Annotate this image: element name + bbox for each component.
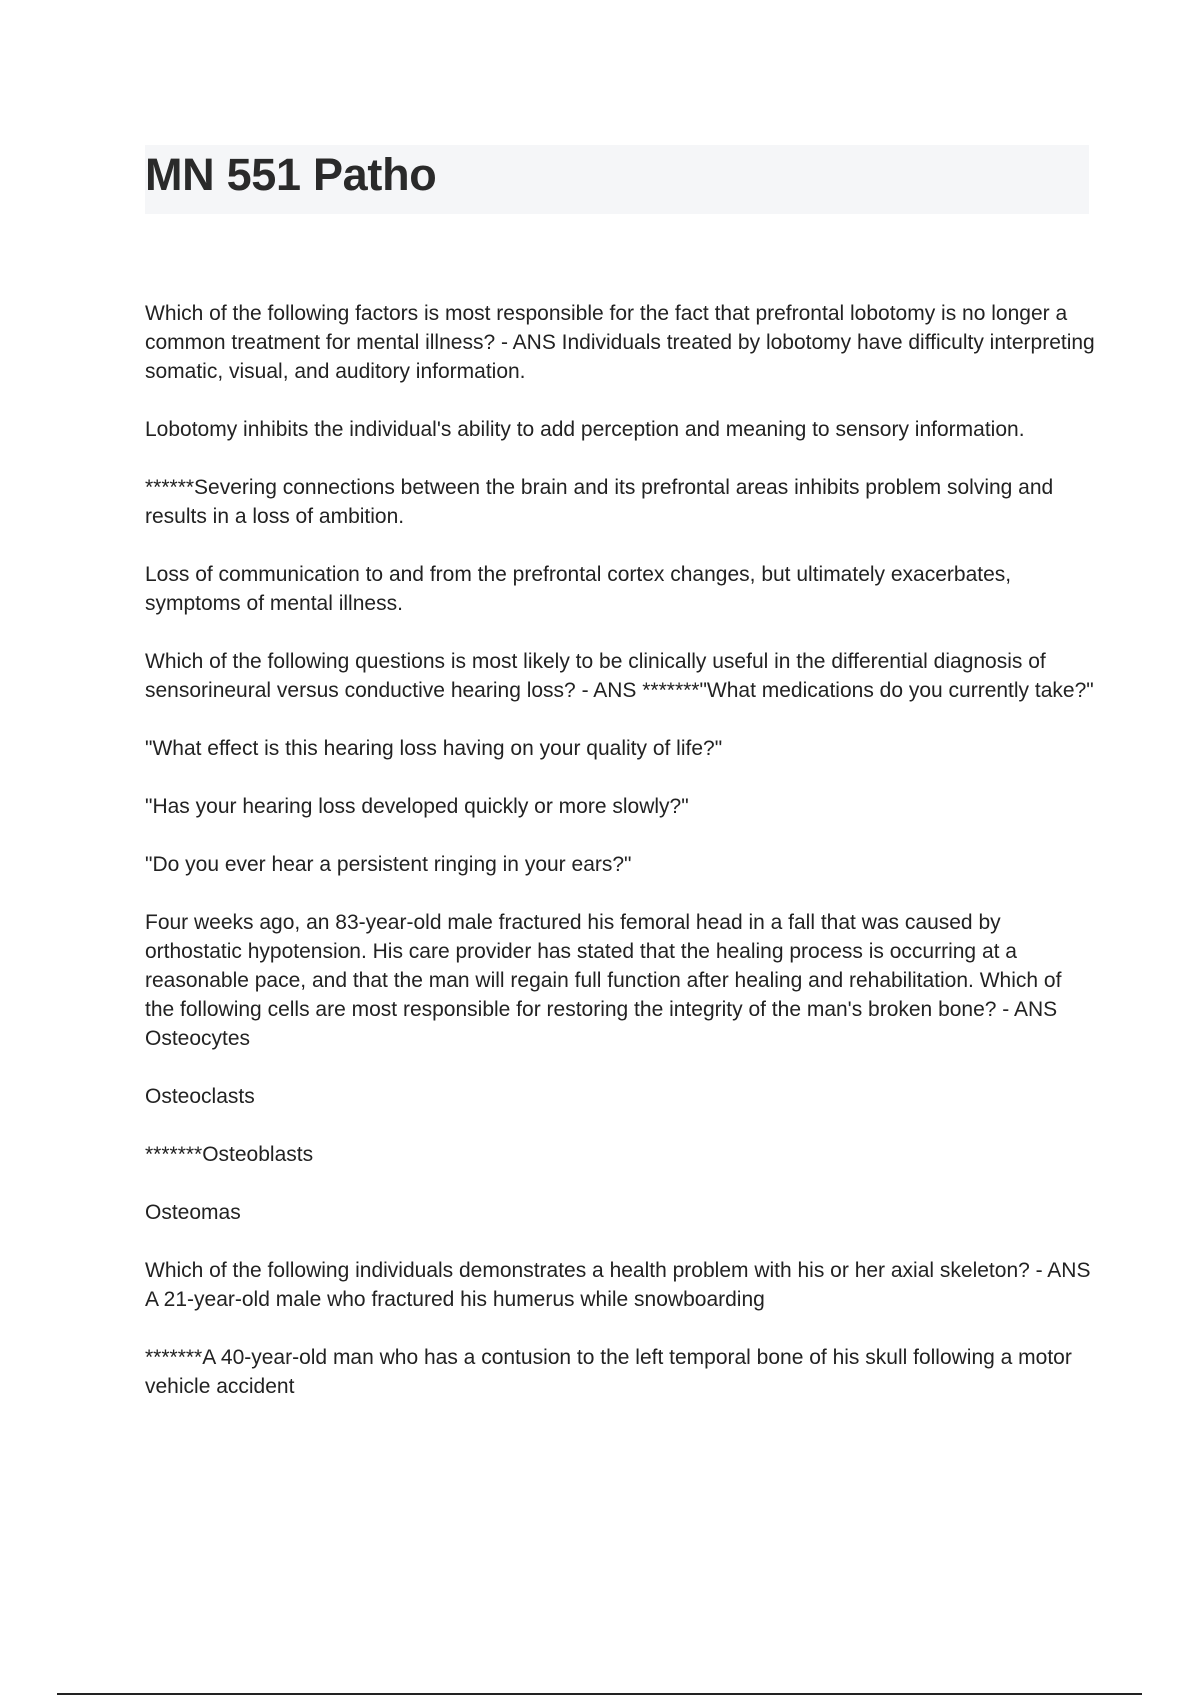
paragraph-q3-option-4: Osteomas bbox=[145, 1201, 241, 1224]
document-title: MN 551 Patho bbox=[145, 149, 437, 200]
paragraph-q1-question: Which of the following factors is most responsible for the fact that prefrontal lobotomy is no longer a common treatment for mental illness? - ANS Individuals treated by lobotomy have difficulty interpreting somatic, visual, and auditory information. bbox=[145, 302, 1095, 383]
paragraph-q2-option-2: "What effect is this hearing loss having on your quality of life?" bbox=[145, 737, 723, 760]
paragraph-q1-option-2: Lobotomy inhibits the individual's ability to add perception and meaning to sensory information. bbox=[145, 418, 1025, 441]
paragraph-q1-option-3: ******Severing connections between the brain and its prefrontal areas inhibits problem solving and results in a loss of ambition. bbox=[145, 476, 1054, 528]
document-body bbox=[145, 299, 1095, 1430]
paragraph-q3-option-2: Osteoclasts bbox=[145, 1085, 255, 1108]
paragraph-q3-question: Four weeks ago, an 83-year-old male fractured his femoral head in a fall that was caused by orthostatic hypotension. His care provider has stated that the healing process is occurring at a reasonable pace, and that the man will regain full function after healing and rehabilitation. Which of the following cells are most responsible for restoring the integrity of the man's broken bone? - ANS Osteocytes bbox=[145, 911, 1062, 1050]
paragraph-q2-option-4: "Do you ever hear a persistent ringing in your ears?" bbox=[145, 853, 632, 876]
paragraph-q4-option-2: *******A 40-year-old man who has a contusion to the left temporal bone of his skull following a motor vehicle accident bbox=[145, 1346, 1072, 1398]
paragraph-q4-question: Which of the following individuals demonstrates a health problem with his or her axial skeleton? - ANS A 21-year-old male who fractured his humerus while snowboarding bbox=[145, 1259, 1091, 1311]
paragraph-q3-option-3: *******Osteoblasts bbox=[145, 1143, 314, 1166]
bottom-rule bbox=[57, 1693, 1142, 1695]
paragraph-q1-option-4: Loss of communication to and from the prefrontal cortex changes, but ultimately exacerbates, symptoms of mental illness. bbox=[145, 563, 1012, 615]
paragraph-q2-option-3: "Has your hearing loss developed quickly or more slowly?" bbox=[145, 795, 689, 818]
paragraph-q2-question: Which of the following questions is most likely to be clinically useful in the differential diagnosis of sensorineural versus conductive hearing loss? - ANS *******"What medications do you currently take?" bbox=[145, 650, 1094, 702]
